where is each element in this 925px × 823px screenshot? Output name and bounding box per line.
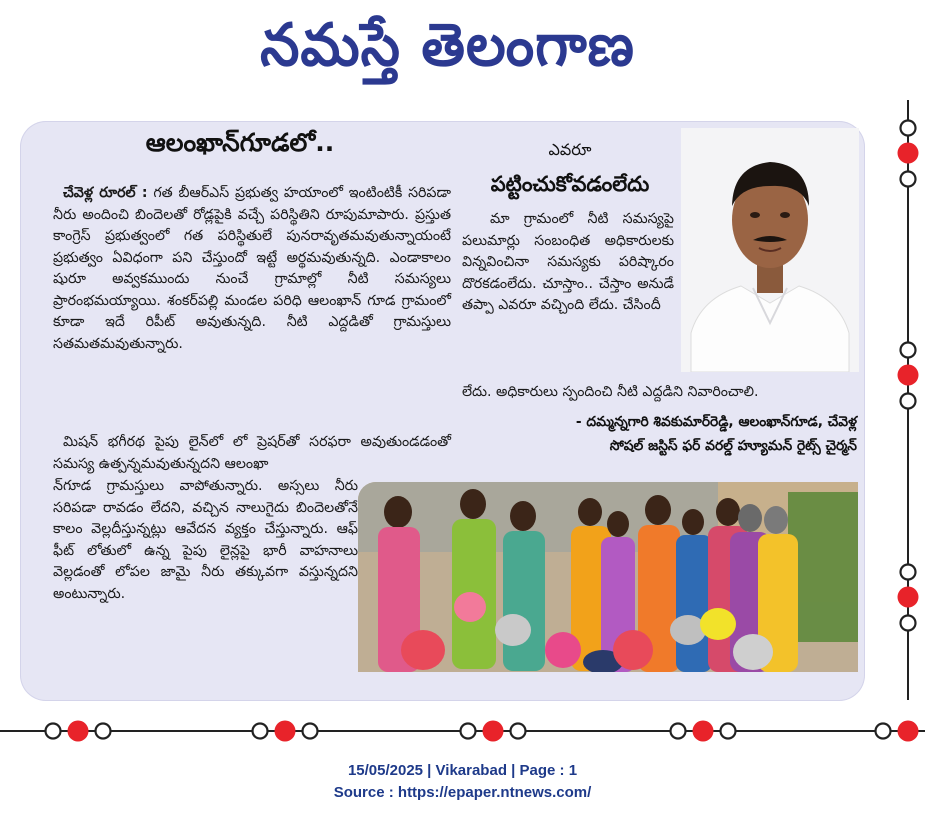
right-article-kicker: ఎవరూ xyxy=(548,140,592,159)
left-para1-text: గత బీఆర్‌ఎస్ ప్రభుత్వ హయాంలో ఇంటింటికీ సరిపడా నీరు అందించి బిందెలతో రోడ్లపైకి వచ్చే పరిస్థితిని రూపుమాపారు. ప్రస్తుత కాంగ్రెస్ ప్రభుత్వంలో గత పరిస్థితులే పునరావృతమవుతున్నాయంటే ప్రభుత్వం ఏవిధంగా పని చేస్తుందో ఇట్టే అర్థమవుతున్నది. ఎండాకాలం షురూ అవ్వకముందు నుంచే గ్రామాల్లో నీటి సమస్యలు ప్రారంభమయ్యాయి. శంకర్‌పల్లి మండల పరిధి ఆలంఖాన్ గూడ గ్రామంలో కూడా ఇదే రిపీట్ అవుతున్నది. నీటి ఎద్దడితో గ్రామస్తులు సతమతమవుతున్నారు. xyxy=(53,185,451,352)
portrait-illustration xyxy=(681,128,859,372)
right-article-title: పట్టించుకోవడంలేదు xyxy=(490,172,650,196)
rail-circles-top xyxy=(898,121,919,187)
left-article-para2b xyxy=(53,476,358,605)
right-body-text: మా గ్రామంలో నీటి సమస్యపై పలుమార్లు సంబంధిత అధికారులకు విన్నవించినా సమస్యకు పరిష్కారం దొరకడంలేదు. చూస్తాం.. చేస్తాం అనుడే తప్పా ఎవరూ వచ్చింది లేదు. చేసిందీ xyxy=(462,211,674,313)
portrait-photo xyxy=(681,128,859,372)
left-article-body xyxy=(53,183,451,355)
left-article-title: ఆలంఖాన్‌గూడలో.. xyxy=(145,128,335,157)
crowd-illustration xyxy=(358,482,858,672)
footer xyxy=(0,760,925,804)
rail-circles-lower xyxy=(898,565,919,631)
women-water-pots-photo xyxy=(358,482,858,672)
left-article-para2a xyxy=(53,432,451,475)
left-para2b-text: న్‌గూడ గ్రామస్తులు వాపోతున్నారు. అస్సలు నీరు సరిపడా రావడం లేదని, వచ్చిన నాలుగైదు బిందెలతోనే కాలం వెల్లదీస్తున్నట్లు ఆవేదన వ్యక్తం చేస్తున్నారు. ఆఫ్ ఫీట్ లోతులో ఉన్న పైపు లైన్లపై భారీ వాహనాలు వెల్లడంతో లోపల జామై నీరు తక్కువగా వస్తున్నదని అంటున్నారు. xyxy=(53,478,358,602)
rail-circles-mid xyxy=(898,343,919,409)
dateline: చేవెళ్ల రూరల్ : xyxy=(63,185,148,201)
byline-designation: సోషల్ జస్టిస్ ఫర్ వరల్డ్ హ్యూమన్ రైట్స్ చైర్మన్ xyxy=(609,438,857,454)
masthead xyxy=(0,2,925,88)
right-article-last-line: లేదు. అధికారులు స్పందించి నీటి ఎద్దడిని నివారించాలి. xyxy=(462,384,759,400)
left-article-para1 xyxy=(53,183,451,355)
footer-date-edition: 15/05/2025 | Vikarabad | Page : 1 xyxy=(347,762,578,779)
left-para2a-text: మిషన్ భగీరథ పైపు లైన్‌లో లో ప్రెషర్‌తో సరఫరా అవుతుండడంతో సమస్య ఉత్పన్నమవుతున్నదని ఆలంఖా xyxy=(53,434,451,472)
byline-name: - దమ్మన్నగారి శివకుమార్‌రెడ్డి, ఆలంఖాన్‌గూడ, చేవెళ్ల xyxy=(575,414,857,430)
byline xyxy=(462,410,857,458)
footer-source: Source : https://epaper.ntnews.com/ xyxy=(333,784,592,801)
masthead-logo: నమస్తే తెలంగాణ xyxy=(260,10,635,80)
right-article-body xyxy=(462,209,674,317)
rail-circles-bottom xyxy=(46,721,919,742)
